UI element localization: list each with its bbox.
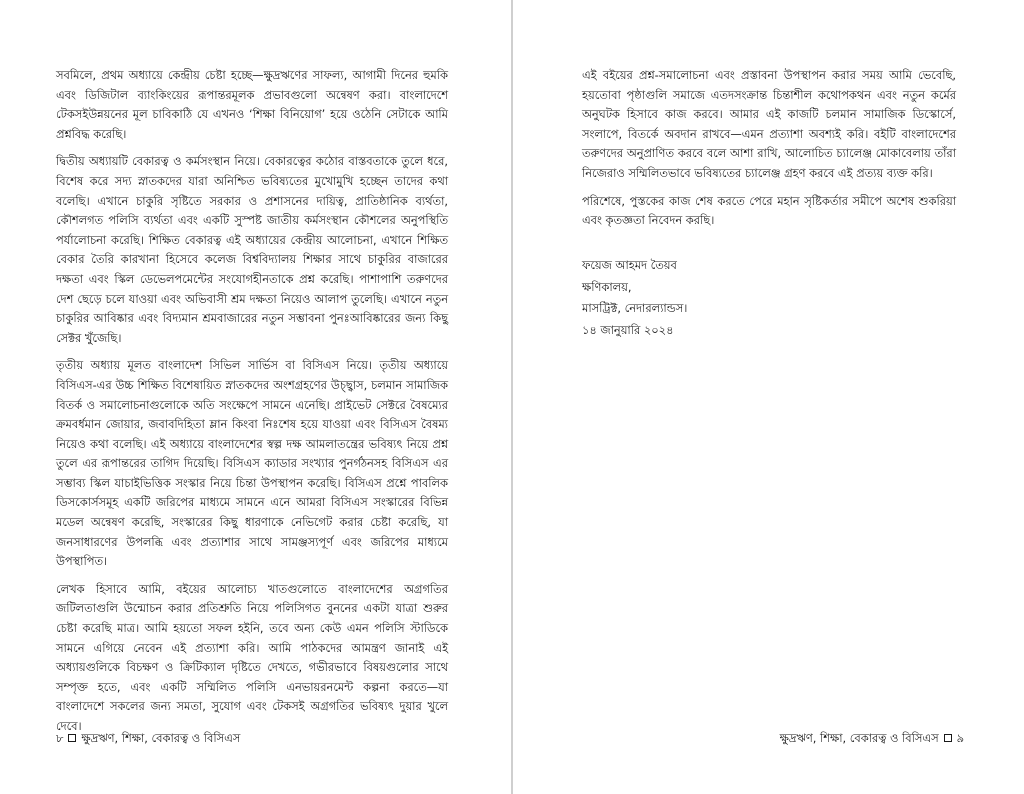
right-page-footer <box>780 730 964 746</box>
right-page <box>513 0 1024 794</box>
paragraph: লেখক হিসাবে আমি, বইয়ের আলোচ্য খাতগুলোতে বাংলাদেশের অগ্রগতির জটিলতাগুলি উন্মোচন করার প্রতিশ্রুতি নিয়ে পলিসিগত বুননের একটা যাত্রা শুরুর চেষ্টা করেছি মাত্র। আমি হয়তো সফল হইনি, তবে অন্য কেউ এমন পলিসি স্টাডিকে সামনে এগিয়ে নেবেন এই প্রত্যাশা করি। আমি পাঠকদের আমন্ত্রণ জানাই এই অধ্যায়গুলিকে বিচক্ষণ ও ক্রিটিক্যাল দৃষ্টিতে দেখতে, গভীরভাবে বিষয়গুলোর সাথে সম্পৃক্ত হতে, এবং একটি সম্মিলিত পলিসি এনভায়রনমেন্ট কল্পনা করতে—যা বাংলাদেশে সকলের জন্য সমতা, সুযোগ এবং টেকসই অগ্রগতির ভবিষ্যৎ দুয়ার খুলে দেবে। <box>56 581 448 733</box>
left-page-footer <box>56 730 240 746</box>
signature-city: মাসট্রিক্ট, নেদারল্যান্ডস। <box>582 301 688 315</box>
signature-date: ১৪ জানুয়ারি ২০২৪ <box>582 322 674 337</box>
running-title: ক্ষুদ্রঋণ, শিক্ষা, বেকারত্ব ও বিসিএস <box>779 731 939 745</box>
running-title: ক্ষুদ্রঋণ, শিক্ষা, বেকারত্ব ও বিসিএস <box>81 731 241 745</box>
signature-place: ক্ষণিকালয়, <box>582 279 632 294</box>
author-name: ফয়েজ আহমদ তৈয়ব <box>582 258 677 272</box>
paragraph: সবমিলে, প্রথম অধ্যায়ে কেন্দ্রীয় চেষ্টা হচ্ছে—ক্ষুদ্রঋণের সাফল্য, আগামী দিনের হুমকি এবং ডিজিটাল ব্যাংকিংয়ের রূপান্তরমূলক প্রভাবগুলো অন্বেষণ করা। বাংলাদেশে টেকসইউন্নয়নের মূল চাবিকাঠি যে এখনও ‘শিক্ষা বিনিয়োগ’ হয়ে ওঠেনি সেটাকে আমি প্রশ্নবিদ্ধ করেছি। <box>56 68 448 141</box>
left-page <box>0 0 511 794</box>
page-number: ৮ <box>56 731 64 745</box>
right-page-body <box>582 66 956 239</box>
paragraph: পরিশেষে, পুস্তকের কাজ শেষ করতে পেরে মহান সৃষ্টিকর্তার সমীপে অশেষ শুকরিয়া এবং কৃতজ্ঞতা নিবেদন করছি। <box>582 193 956 228</box>
paragraph: দ্বিতীয় অধ্যায়টি বেকারত্ব ও কর্মসংস্থান নিয়ে। বেকারত্বের কঠোর বাস্তবতাকে তুলে ধরে, বিশেষ করে সদ্য স্নাতকদের যারা অনিশ্চিত ভবিষ্যতের মুখোমুখি হচ্ছেন তাদের কথা বলেছি। এখানে চাকুরি সৃষ্টিতে সরকার ও প্রশাসনের দায়িত্ব, প্রাতিষ্ঠানিক ব্যর্থতা, কৌশলগত পলিসি ব্যর্থতা এবং একটি সুস্পষ্ট জাতীয় কর্মসংস্থান কৌশলের অনুপস্থিতি পর্যালোচনা করেছি। শিক্ষিত বেকারত্ব এই অধ্যায়ের কেন্দ্রীয় আলোচনা, এখানে শিক্ষিত বেকার তৈরি কারখানা হিসেবে কলেজ বিশ্ববিদ্যালয় শিক্ষার সাথে চাকুরির বাজারের দক্ষতা এবং স্কিল ডেভেলপমেন্টের সংযোগহীনতাকে প্রশ্ন করেছি। পাশাপাশি তরুণদের দেশ ছেড়ে চলে যাওয়া এবং অভিবাসী শ্রম দক্ষতা নিয়েও আলাপ তুলেছি। এখানে নতুন চাকুরির আবিষ্কার এবং বিদ্যমান শ্রমবাজারের নতুন সম্ভাবনা পুনঃআবিষ্কারের জন্য কিছু সেক্টর খুঁজেছি। <box>56 154 448 345</box>
square-bullet-icon <box>944 734 952 742</box>
page-number: ৯ <box>956 731 964 745</box>
square-bullet-icon <box>68 734 76 742</box>
paragraph: তৃতীয় অধ্যায় মূলত বাংলাদেশ সিভিল সার্ভিস বা বিসিএস নিয়ে। তৃতীয় অধ্যায়ে বিসিএস-এর উচ্চ শিক্ষিত বিশেষায়িত স্নাতকদের অংশগ্রহণের উচ্ছ্বাস, চলমান সামাজিক বিতর্ক ও সমালোচনাগুলোকে অতি সংক্ষেপে সামনে এনেছি। প্রাইভেট সেক্টরে বৈষম্যের ক্রমবর্ধমান জোয়ার, জবাবদিহিতা ম্লান কিংবা নিঃশেষ হয়ে যাওয়া এবং বিসিএস বৈষম্য নিয়েও কথা বলেছি। এই অধ্যায়ে বাংলাদেশের স্বল্প দক্ষ আমলাতন্ত্রের ভবিষ্যৎ নিয়ে প্রশ্ন তুলে এর রূপান্তরের তাগিদ দিয়েছি। বিসিএস ক্যাডার সংখ্যার পুনর্গঠনসহ বিসিএস এর সম্ভাব্য স্কিল যাচাইভিত্তিক সংস্কার নিয়ে চিন্তা উপস্থাপন করেছি। বিসিএস প্রশ্নে পাবলিক ডিসকোর্সসমূহ একটি জরিপের মাধ্যমে সামনে এনে আমরা বিসিএস সংস্কারের বিভিন্ন মডেল অন্বেষণ করেছি, সংস্কারের কিছু ধারণাকে নেভিগেট করার চেষ্টা করেছি, যা জনসাধারণের উপলব্ধি এবং প্রত্যাশার সাথে সামঞ্জস্যপূর্ণ এবং জরিপের মাধ্যমে উপস্থাপিত। <box>56 358 448 569</box>
paragraph: এই বইয়ের প্রশ্ন-সমালোচনা এবং প্রস্তাবনা উপস্থাপন করার সময় আমি ভেবেছি, হয়তোবা পৃষ্ঠাগুলি সমাজে এতদসংক্রান্ত চিন্তাশীল কথোপকথন এবং নতুন কর্মের অনুঘটক হিসাবে কাজ করবে। আমার এই কাজটি চলমান সামাজিক ডিস্কোর্সে, সংলাপে, বিতর্কে অবদান রাখবে—এমন প্রত্যাশা অবশ্যই করি। বইটি বাংলাদেশের তরুণদের অনুপ্রাণিত করবে বলে আশা রাখি, আলোচিত চ্যালেঞ্জ মোকাবেলায় তাঁরা নিজেরাও সম্মিলিতভাবে ভবিষ্যতের চ্যালেঞ্জ গ্রহণ করবে এই প্রত্যয় ব্যক্ত করি। <box>582 68 956 180</box>
author-signature-block <box>582 255 942 341</box>
left-page-body <box>56 66 448 745</box>
